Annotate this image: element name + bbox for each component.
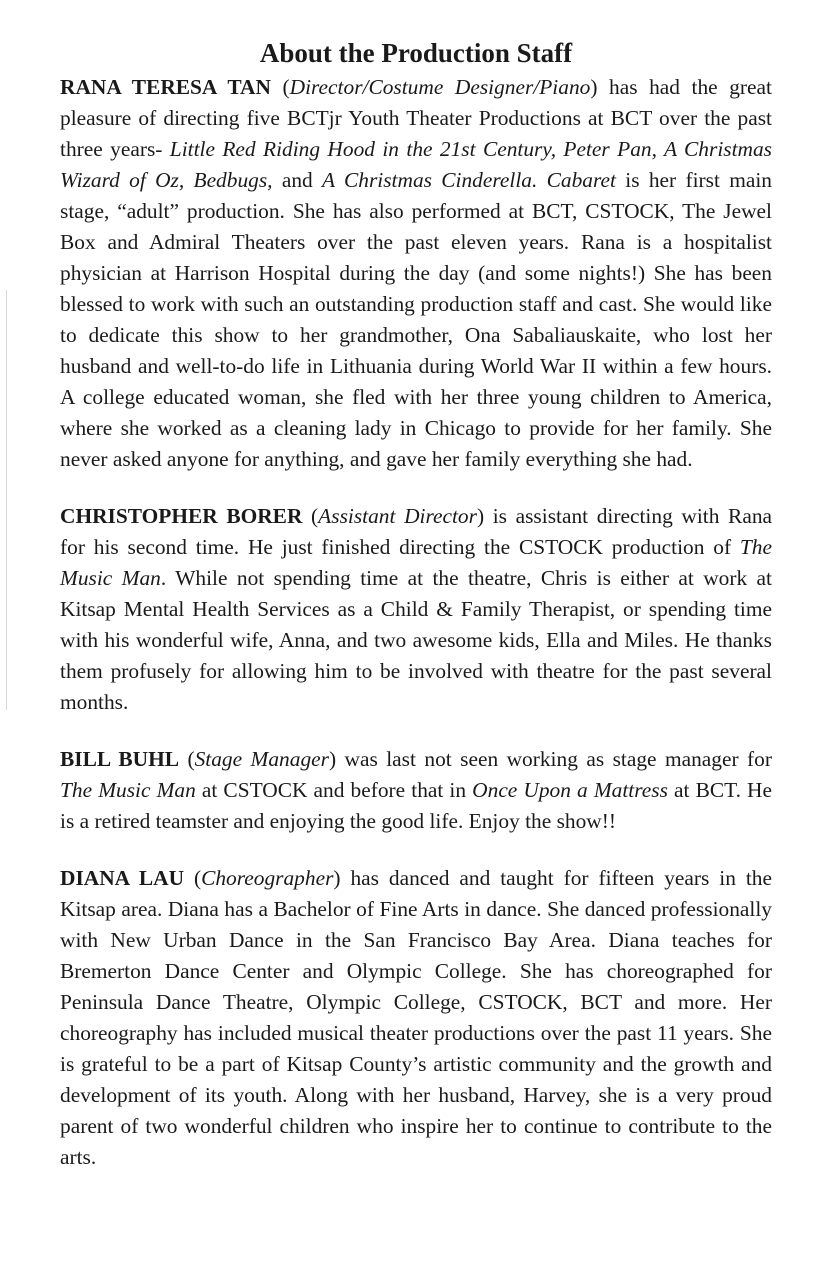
bio-diana-lau [60, 863, 772, 1173]
staff-role: Stage Manager [194, 747, 329, 771]
show-titles: Little Red Riding Hood in the 21st Century, Peter Pan, A Christmas Wizard of Oz, Bedbugs, [60, 137, 772, 192]
role-close: ) [476, 504, 485, 528]
bio-rana-teresa-tan [60, 72, 772, 475]
show-title: The Music Man [60, 778, 196, 802]
show-title: The Music Man [60, 535, 772, 590]
role-close: ) [333, 866, 341, 890]
role-open: ( [184, 866, 202, 890]
scan-edge-mark [6, 290, 7, 710]
bio-text: and [272, 168, 323, 192]
show-title: Once Upon a Mattress [472, 778, 668, 802]
role-open: ( [179, 747, 195, 771]
bio-text: at CSTOCK and before that in [195, 778, 473, 802]
staff-name: RANA TERESA TAN [60, 75, 271, 99]
page-title: About the Production Staff [259, 38, 573, 68]
bio-text: was last not seen working as stage manager for [336, 747, 772, 771]
role-open: ( [302, 504, 319, 528]
role-open: ( [282, 75, 290, 99]
bio-christopher-borer [60, 501, 772, 718]
staff-role: Director/Costume Designer/Piano [289, 75, 591, 99]
show-titles: A Christmas Cinderella. Cabaret [322, 168, 616, 192]
bio-text: at BCT. He is a retired teamster and enjoying the good life. Enjoy the show!! [60, 778, 772, 833]
role-close: ) [590, 75, 598, 99]
bio-bill-buhl [60, 744, 772, 837]
role-close: ) [328, 747, 337, 771]
production-staff-page [60, 36, 772, 1173]
staff-name: DIANA LAU [60, 866, 185, 890]
staff-role: Assistant Director [318, 504, 477, 528]
bio-text: has danced and taught for fifteen years in the Kitsap area. Diana has a Bachelor of Fine Arts in dance. She danced professionally with New Urban Dance in the San Francisco Bay Area. Diana teaches for Bremerton Dance Center and Olympic College. She has choreographed for Peninsula Dance Theatre, Olympic College, CSTOCK, BCT and more. Her choreography has included musical theater productions over the past 11 years. She is grateful to be a part of Kitsap County’s artistic community and the growth and development of its youth. Along with her husband, Harvey, she is a very proud parent of two wonderful children who inspire her to continue to contribute to the arts. [60, 866, 772, 1169]
bio-text: has had the great pleasure of directing five BCTjr Youth Theater Productions at BCT over the past three years- [60, 75, 772, 161]
staff-role: Choreographer [201, 866, 334, 890]
bio-text: . While not spending time at the theatre, Chris is either at work at Kitsap Mental Health Services as a Child & Family Therapist, or spending time with his wonderful wife, Anna, and two awesome kids, Ella and Miles. He thanks them profusely for allowing him to be involved with theatre for the past several months. [60, 566, 772, 714]
bio-text: is assistant directing with Rana for his second time. He just finished directing the CSTOCK production of [60, 504, 773, 559]
bio-text: is her first main stage, “adult” production. She has also performed at BCT, CSTOCK, The Jewel Box and Admiral Theaters over the past eleven years. Rana is a hospitalist physician at Harrison Hospital during the day (and some nights!) She has been blessed to work with such an outstanding production staff and cast. She would like to dedicate this show to her grandmother, Ona Sabaliauskaite, who lost her husband and well-to-do life in Lithuania during World War II within a few hours. A college educated woman, she fled with her three young children to America, where she worked as a cleaning lady in Chicago to provide for her family. She never asked anyone for anything, and gave her family everything she had. [60, 168, 772, 471]
staff-name: BILL BUHL [60, 747, 180, 771]
staff-name: CHRISTOPHER BORER [60, 504, 303, 528]
